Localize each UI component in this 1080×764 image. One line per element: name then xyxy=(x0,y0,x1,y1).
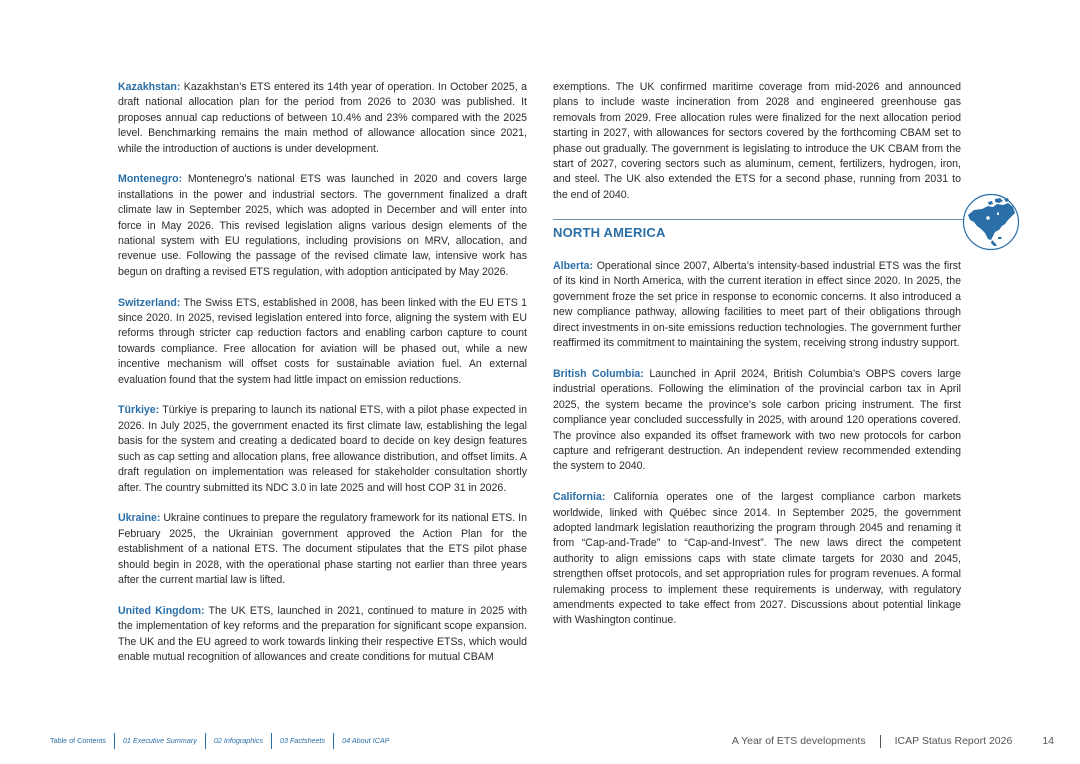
paragraph-british-columbia xyxy=(553,367,961,475)
paragraph-montenegro xyxy=(118,172,527,280)
nav-about-icap[interactable]: 04 About ICAP xyxy=(333,733,397,749)
page-footer xyxy=(50,733,1054,749)
jurisdiction-label: Montenegro: xyxy=(118,173,183,186)
jurisdiction-label: Kazakhstan: xyxy=(118,81,181,93)
paragraph-text: Türkiye is preparing to launch its national ETS, with a pilot phase expected in 2026. In July 2025, the government enacted its first climate law, establishing the legal basis for the system and creating a dedicated board to decide on key design features such as cap setting and allocation plans, free allowance distribution, and offset limits. A draft regulation on implementation was released for stakeholder consultation shortly after. The country submitted its NDC 3.0 in late 2025 and will host COP 31 in 2026. xyxy=(118,404,527,494)
paragraph-kazakhstan xyxy=(118,80,527,157)
jurisdiction-label: British Columbia: xyxy=(553,367,644,380)
paragraph-text: Operational since 2007, Alberta’s intensity-based industrial ETS was the first of its kind in North America, with the current iteration in effect since 2020. In 2025, the government froze the set price in response to economic concerns. It also introduced a new compliance pathway, allowing facilities to meet part of their obligations through direct investments in on-site emissions reduction technologies. The government further reaffirmed its commitment to maintaining the system, receiving strong industry support. xyxy=(553,260,961,350)
paragraph-text: Kazakhstan’s ETS entered its 14th year of operation. In October 2025, a draft national allocation plan for the period from 2026 to 2030 was published. It proposes annual cap reductions of between 10.4% and 23% compared with the 2025 level. Benchmarking remains the main method of allowance allocation since 2021, while the introduction of auctions is under development. xyxy=(118,81,527,155)
jurisdiction-label: Türkiye: xyxy=(118,404,160,417)
section-title-north-america: NORTH AMERICA xyxy=(553,224,666,240)
paragraph-text: Ukraine continues to prepare the regulatory framework for its national ETS. In February 2025, the Ukrainian government approved the Action Plan for the establishment of a national ETS. The document stipulates that the ETS pilot phase should begin in 2028, with the operational phase starting not earlier than three years after the current martial law is lifted. xyxy=(118,512,527,586)
section-divider xyxy=(553,219,963,220)
jurisdiction-label: Ukraine: xyxy=(118,512,161,525)
paragraph-text: Montenegro’s national ETS was launched in 2020 and covers large installations in the power and industrial sectors. The government finalized a draft climate law in September 2025, which was adopted in December and will enter into force in May 2026. This revised legislation aligns various design elements of the national system with EU regulations, including provisions on MRV, allocation, and revenue use. Following the passage of the revised climate law, intensive work has begun on drafting a revised ETS regulation, with adoption anticipated by May 2026. xyxy=(118,173,527,278)
paragraph-ukraine xyxy=(118,511,527,588)
jurisdiction-label: Alberta: xyxy=(553,260,594,273)
paragraph-text: The UK ETS, launched in 2021, continued to mature in 2025 with the implementation of key reforms and the preparation for significant scope expansion. The UK and the EU agreed to work towards linking their respective ETSs, which would enable mutual recognition of allowances and create conditions for mutual CBAM xyxy=(118,604,527,663)
nav-factsheets[interactable]: 03 Factsheets xyxy=(271,733,333,749)
paragraph-california xyxy=(553,490,961,629)
footer-report-title: ICAP Status Report 2026 xyxy=(894,735,1013,747)
paragraph-alberta xyxy=(553,259,961,351)
paragraph-text: The Swiss ETS, established in 2008, has been linked with the EU ETS 1 since 2020. In 2025, revised legislation entered into force, aligning the system with EU reforms through stricter cap reduction factors and enabling carbon capture to count towards compliance. Free allocation for aviation will be phased out, while a new incentive mechanism will offset costs for sustainable aviation fuel. An external evaluation found that the system had little impact on emission reductions. xyxy=(118,296,527,386)
paragraph-text: California operates one of the largest compliance carbon markets worldwide, linked with Québec since 2014. In September 2025, the government adopted landmark legislation reauthorizing the program through 2045 and renaming it from “Cap-and-Trade” to “Cap-and-Invest”. The new laws direct the competent authority to align emissions caps with state climate targets for 2030 and 2045, strengthen offset protocols, and set appropriation rules for program revenues. A formal rulemaking process to implement these requirements is underway, with regulatory amendments expected to take effect from 2027. Discussions about potential linkage with Washington continue. xyxy=(553,491,961,627)
paragraph-united-kingdom xyxy=(118,604,527,666)
nav-table-of-contents[interactable]: Table of Contents xyxy=(50,736,106,745)
paragraph-uk-continued: exemptions. The UK confirmed maritime coverage from mid-2026 and announced plans to include waste incineration from 2028 and engineered greenhouse gas removals from 2029. Free allocation rules were finalized for the next allocation period starting in 2027, with allowances for sectors covered by the forthcoming CBAM set to phase out gradually. The government is legislating to introduce the UK CBAM from the start of 2027, covering sectors such as aluminum, cement, fertilizers, hydrogen, iron, and steel. The UK also extended the ETS for a second phase, running from 2031 to the end of 2040. xyxy=(553,81,961,201)
north-america-map-icon xyxy=(962,193,1020,251)
nav-infographics[interactable]: 02 Infographics xyxy=(205,733,271,749)
nav-executive-summary[interactable]: 01 Executive Summary xyxy=(114,733,205,749)
jurisdiction-label: Switzerland: xyxy=(118,296,181,309)
jurisdiction-label: United Kingdom: xyxy=(118,604,205,617)
paragraph-turkiye xyxy=(118,403,527,495)
footer-nav xyxy=(50,733,397,749)
jurisdiction-label: California: xyxy=(553,491,606,504)
footer-doc-section: A Year of ETS developments xyxy=(731,735,866,747)
page-number: 14 xyxy=(1042,735,1054,747)
footer-info xyxy=(718,733,1054,749)
paragraph-text: Launched in April 2024, British Columbia’s OBPS covers large industrial operations. Following the elimination of the provincial carbon tax in April 2025, the system became the province’s sole carbon pricing instrument. The first compliance year concluded successfully in 2025, with around 120 operations covered. The province also expanded its offset framework with two new protocols for carbon capture and refrigerant destruction. An independent review recommended extending the system to 2040. xyxy=(553,367,961,473)
left-column xyxy=(118,80,527,681)
paragraph-switzerland xyxy=(118,296,527,388)
right-column xyxy=(553,80,961,644)
